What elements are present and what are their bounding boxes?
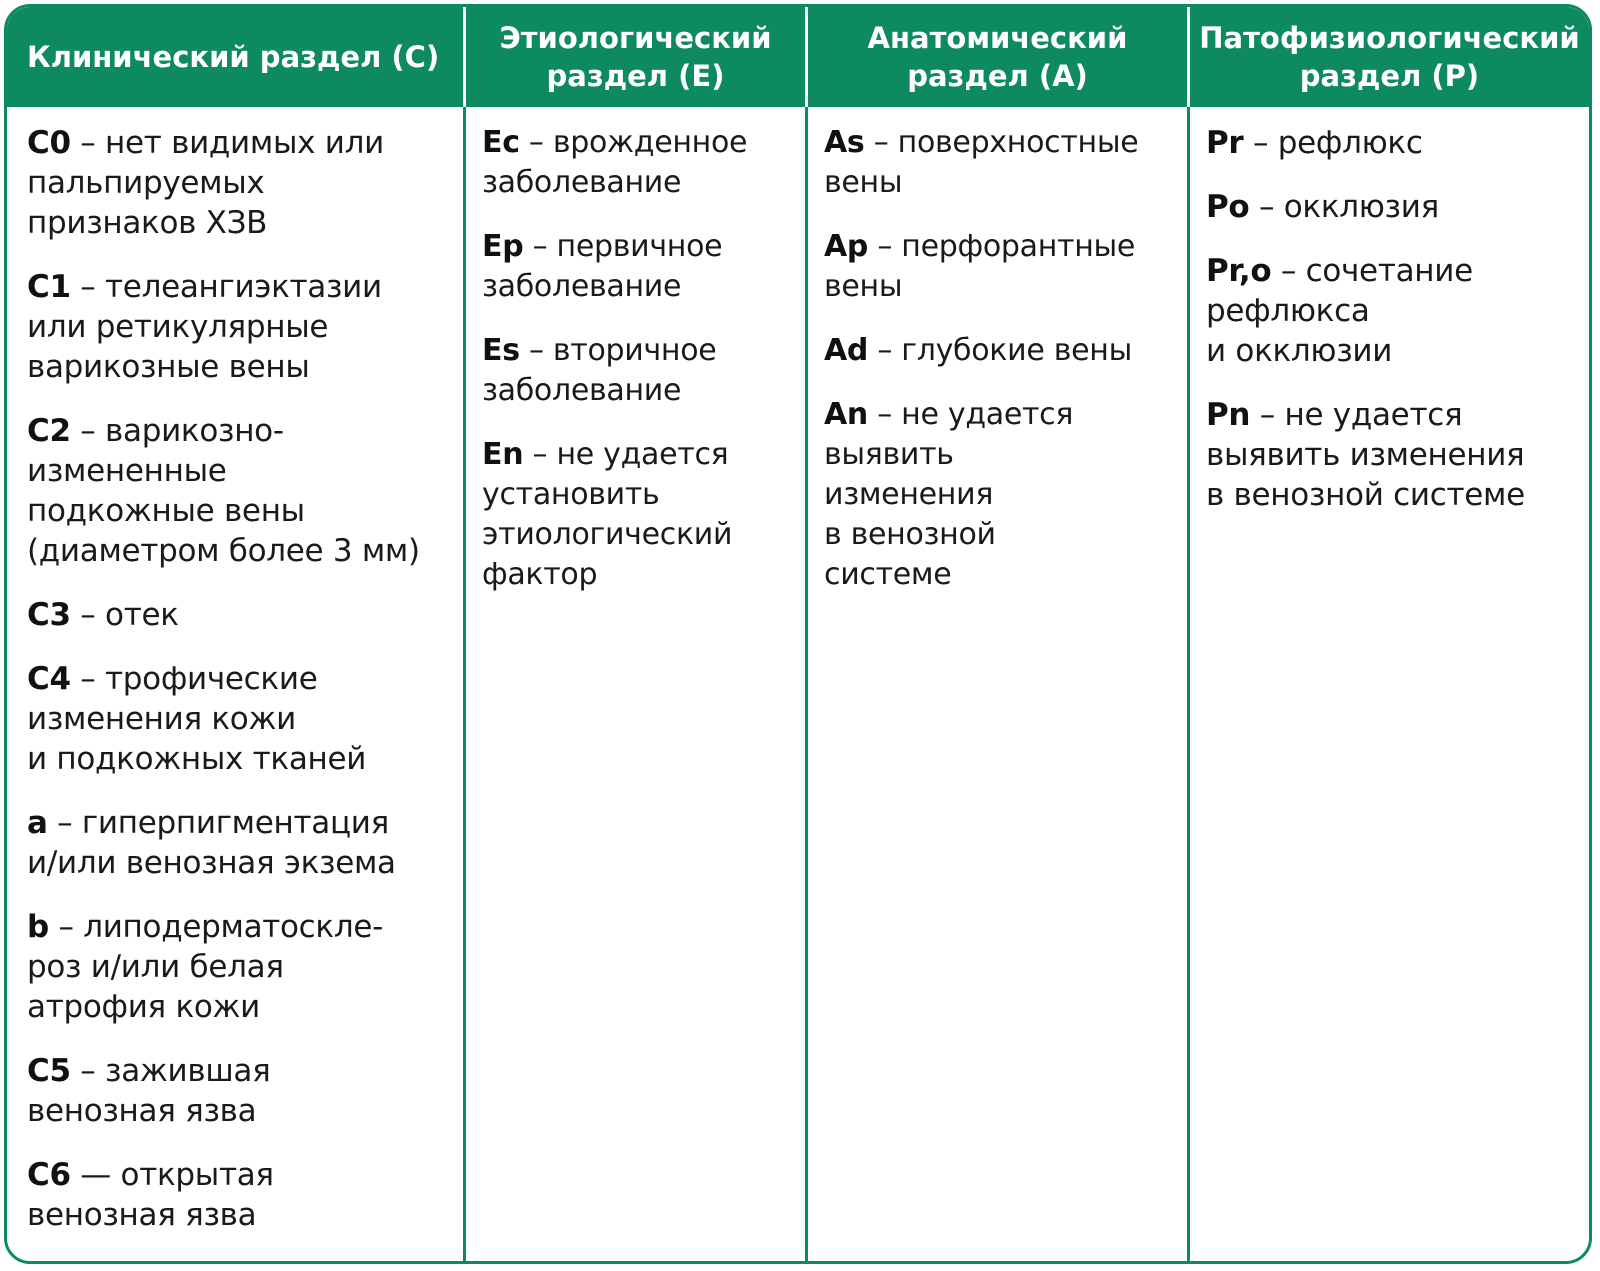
entry-code: Ad bbox=[824, 333, 869, 368]
entry-text: – трофические изменения кожи и подкожных тканей bbox=[27, 661, 367, 777]
entry-an bbox=[824, 395, 1181, 595]
entry-code: An bbox=[824, 397, 868, 432]
entry-code: As bbox=[824, 125, 865, 160]
header-pathophysiological: Патофизиологический раздел (P) bbox=[1187, 7, 1589, 107]
entry-code: Po bbox=[1206, 189, 1250, 225]
entry-ad bbox=[824, 331, 1181, 371]
entry-ap bbox=[824, 227, 1181, 307]
entry-text: – зажившая венозная язва bbox=[27, 1053, 271, 1129]
entry-c6 bbox=[27, 1155, 457, 1235]
entry-text: – гиперпигментация и/или венозная экзема bbox=[27, 805, 396, 881]
entry-text: – нет видимых или пальпируемых признаков ХЗВ bbox=[27, 125, 384, 241]
entry-pr bbox=[1206, 123, 1583, 163]
entry-text: – перфорантные вены bbox=[824, 229, 1136, 304]
entry-text: – рефлюкс bbox=[1243, 125, 1423, 161]
entry-code: C6 bbox=[27, 1157, 71, 1193]
entry-text: – вторичное заболевание bbox=[482, 333, 717, 408]
entry-es bbox=[482, 331, 799, 411]
entry-text: – не удается выявить изменения в венозной системе bbox=[824, 397, 1074, 592]
column-etiological bbox=[463, 107, 805, 1261]
entry-as bbox=[824, 123, 1181, 203]
entry-text: – липодерматоскле- роз и/или белая атрофия кожи bbox=[27, 909, 384, 1025]
entry-text: – поверхностные вены bbox=[824, 125, 1139, 200]
entry-code: Pr bbox=[1206, 125, 1244, 161]
header-anatomical: Анатомический раздел (A) bbox=[805, 7, 1187, 107]
entry-code: Pn bbox=[1206, 397, 1251, 433]
entry-code: C0 bbox=[27, 125, 71, 161]
entry-text: – не удается выявить изменения в венозной системе bbox=[1206, 397, 1525, 513]
header-clinical: Клинический раздел (C) bbox=[7, 7, 463, 107]
entry-c3 bbox=[27, 595, 457, 635]
column-pathophysiological bbox=[1187, 107, 1589, 1261]
entry-code: C2 bbox=[27, 413, 71, 449]
entry-text: – сочетание рефлюкса и окклюзии bbox=[1206, 253, 1473, 369]
entry-code: Ap bbox=[824, 229, 869, 264]
ceap-classification-table bbox=[4, 4, 1592, 1264]
entry-pn bbox=[1206, 395, 1583, 515]
entry-code: Ec bbox=[482, 125, 520, 160]
entry-en bbox=[482, 435, 799, 595]
entry-pro bbox=[1206, 251, 1583, 371]
entry-text: – глубокие вены bbox=[868, 333, 1132, 368]
entry-text: – варикозно- измененные подкожные вены (диаметром более 3 мм) bbox=[27, 413, 420, 569]
entry-code: a bbox=[27, 805, 48, 841]
entry-text: – врожденное заболевание bbox=[482, 125, 748, 200]
entry-text: — открытая венозная язва bbox=[27, 1157, 274, 1233]
entry-c5 bbox=[27, 1051, 457, 1131]
entry-c4a bbox=[27, 803, 457, 883]
entry-code: En bbox=[482, 437, 524, 472]
entry-code: Ep bbox=[482, 229, 524, 264]
entry-c1 bbox=[27, 267, 457, 387]
entry-c0 bbox=[27, 123, 457, 243]
entry-code: C5 bbox=[27, 1053, 71, 1089]
entry-c4 bbox=[27, 659, 457, 779]
entry-text: – отек bbox=[70, 597, 179, 633]
entry-c4b bbox=[27, 907, 457, 1027]
entry-text: – не удается установить этиологический фактор bbox=[482, 437, 733, 592]
column-anatomical bbox=[805, 107, 1187, 1261]
entry-code: C4 bbox=[27, 661, 71, 697]
entry-code: Es bbox=[482, 333, 520, 368]
entry-ec bbox=[482, 123, 799, 203]
entry-text: – первичное заболевание bbox=[482, 229, 723, 304]
entry-code: Pr,o bbox=[1206, 253, 1272, 289]
entry-po bbox=[1206, 187, 1583, 227]
entry-text: – телеангиэктазии или ретикулярные варикозные вены bbox=[27, 269, 382, 385]
entry-code: b bbox=[27, 909, 49, 945]
entry-code: C3 bbox=[27, 597, 71, 633]
entry-text: – окклюзия bbox=[1249, 189, 1439, 225]
entry-c2 bbox=[27, 411, 457, 571]
entry-ep bbox=[482, 227, 799, 307]
column-clinical bbox=[7, 107, 463, 1261]
entry-code: C1 bbox=[27, 269, 71, 305]
header-etiological: Этиологический раздел (E) bbox=[463, 7, 805, 107]
